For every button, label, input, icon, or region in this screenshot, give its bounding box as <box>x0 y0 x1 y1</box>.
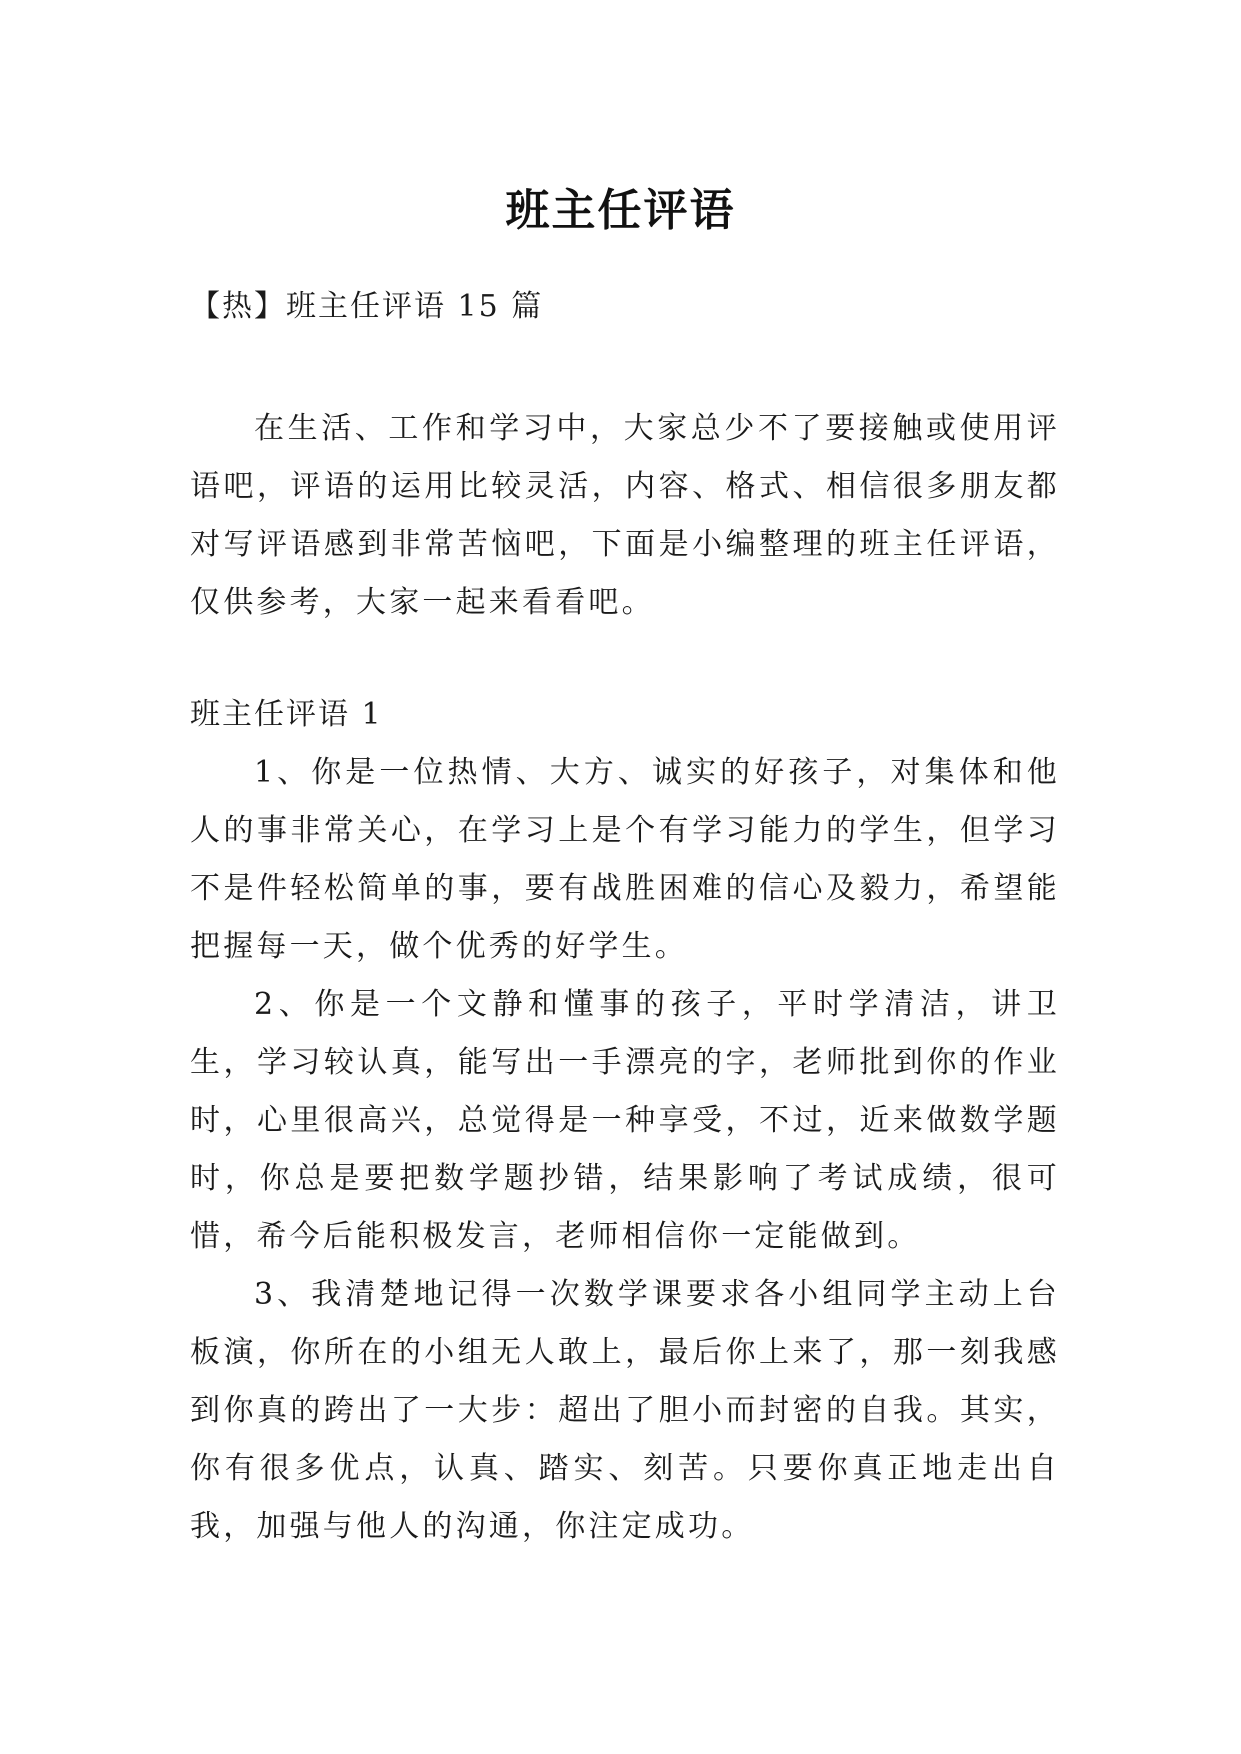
intro-paragraph: 在生活、工作和学习中，大家总少不了要接触或使用评语吧，评语的运用比较灵活，内容、格式、相信很多朋友都对写评语感到非常苦恼吧，下面是小编整理的班主任评语，仅供参考，大家一起来看看吧。 <box>190 411 1060 620</box>
document-title: 班主任评语 <box>505 185 736 237</box>
comment-paragraph-3: 3、我清楚地记得一次数学课要求各小组同学主动上台板演，你所在的小组无人敢上，最后你上来了，那一刻我感到你真的跨出了一大步：超出了胆小而封密的自我。其实，你有很多优点，认真、踏实、刻苦。只要你真正地走出自我，加强与他人的沟通，你注定成功。 <box>190 1277 1060 1544</box>
comment-paragraph-2: 2、你是一个文静和懂事的孩子，平时学清洁，讲卫生，学习较认真，能写出一手漂亮的字，老师批到你的作业时，心里很高兴，总觉得是一种享受，不过，近来做数学题时，你总是要把数学题抄错，结果影响了考试成绩，很可惜，希今后能积极发言，老师相信你一定能做到。 <box>190 987 1060 1254</box>
section-heading: 班主任评语 1 <box>190 697 383 732</box>
document-body <box>190 285 1060 1556</box>
document-subtitle: 【热】班主任评语 15 篇 <box>190 289 544 324</box>
comment-paragraph-1: 1、你是一位热情、大方、诚实的好孩子，对集体和他人的事非常关心，在学习上是个有学习能力的学生，但学习不是件轻松简单的事，要有战胜困难的信心及毅力，希望能把握每一天，做个优秀的好学生。 <box>190 755 1060 964</box>
